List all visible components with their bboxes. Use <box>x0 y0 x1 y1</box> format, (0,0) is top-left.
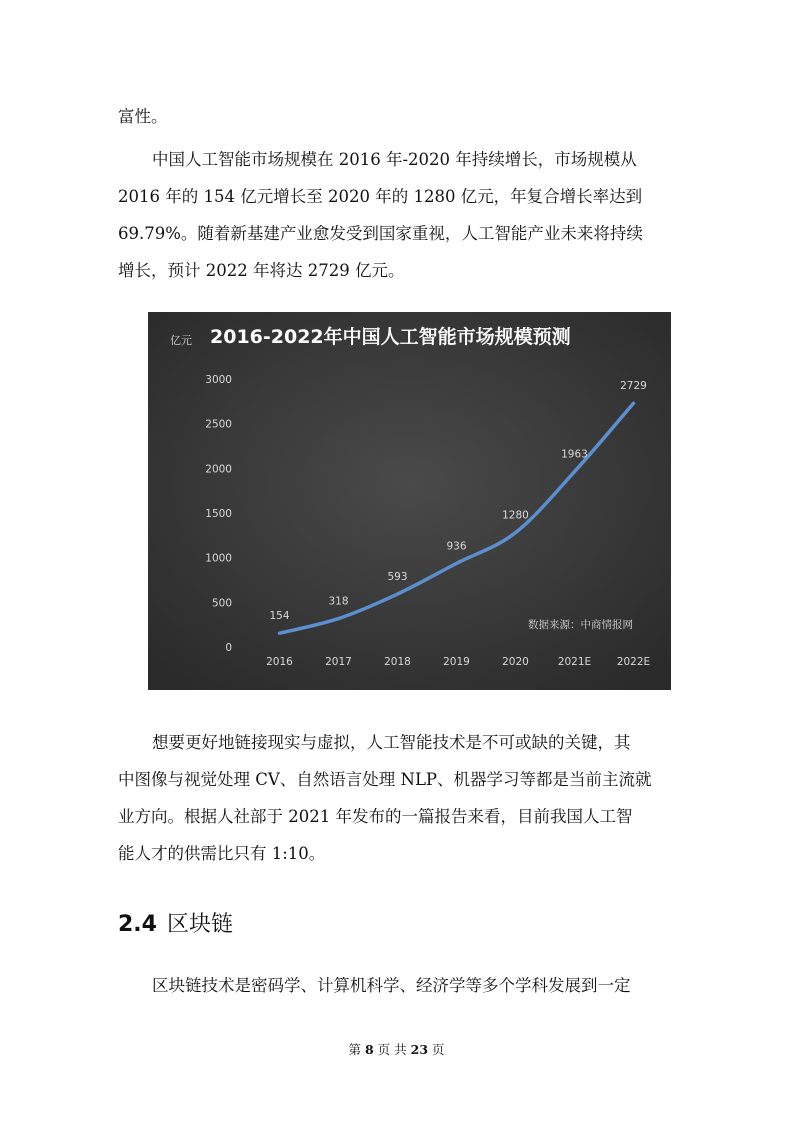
y-tick-label: 2000 <box>205 463 232 476</box>
y-tick-label: 3000 <box>205 374 232 386</box>
text-line: 2016 年的 154 亿元增长至 2020 年的 1280 亿元，年复合增长率达到 <box>118 187 643 206</box>
y-tick-label: 2500 <box>205 418 232 431</box>
y-tick-label: 0 <box>225 642 232 654</box>
y-tick-label: 1000 <box>205 552 232 565</box>
section-heading <box>118 907 233 938</box>
footer-suffix: 页 <box>432 1042 445 1057</box>
section-number: 2.4 <box>118 912 157 937</box>
y-tick-label: 1500 <box>205 508 232 520</box>
footer-middle: 页 共 <box>377 1042 407 1057</box>
data-label: 154 <box>269 610 290 623</box>
paragraph-continuation <box>118 98 678 135</box>
text-line: 业方向。根据人社部于 2021 年发布的一篇报告来看，目前我国人工智 <box>118 807 633 826</box>
page-footer <box>0 1040 793 1058</box>
text-line: 中国人工智能市场规模在 2016 年-2020 年持续增长，市场规模从 <box>152 150 637 169</box>
chart-title: 2016-2022年中国人工智能市场规模预测 <box>210 326 571 348</box>
x-tick-label: 2016 <box>266 656 293 668</box>
y-tick-label: 500 <box>211 597 232 610</box>
paragraph-blockchain <box>118 967 678 1004</box>
x-tick-label: 2018 <box>384 656 411 668</box>
text-line: 能人才的供需比只有 1:10。 <box>118 844 326 863</box>
x-tick-label: 2019 <box>443 656 470 668</box>
data-label: 1963 <box>561 448 588 461</box>
section-title: 区块链 <box>166 912 233 937</box>
text-line: 区块链技术是密码学、计算机科学、经济学等多个学科发展到一定 <box>152 976 631 995</box>
x-tick-label: 2020 <box>502 656 529 668</box>
data-label: 2729 <box>620 380 647 393</box>
x-tick-label: 2022E <box>616 656 651 668</box>
text-line: 增长，预计 2022 年将达 2729 亿元。 <box>118 261 405 280</box>
data-label: 1280 <box>502 509 529 522</box>
data-label: 936 <box>446 540 467 553</box>
data-label: 318 <box>328 595 349 608</box>
text-line: 中图像与视觉处理 CV、自然语言处理 NLP、机器学习等都是当前主流就 <box>118 770 652 789</box>
x-tick-label: 2017 <box>325 656 352 668</box>
chart-source-note: 数据来源：中商情报网 <box>528 619 633 631</box>
chart-background <box>148 312 671 690</box>
footer-total-pages: 23 <box>410 1042 429 1057</box>
paragraph-ai-tech <box>118 724 678 872</box>
text-line: 富性。 <box>118 107 168 126</box>
x-tick-label: 2021E <box>557 656 592 668</box>
market-size-chart <box>148 312 671 690</box>
text-line: 想要更好地链接现实与虚拟，人工智能技术是不可或缺的关键，其 <box>152 733 631 752</box>
text-line: 69.79%。随着新基建产业愈发受到国家重视，人工智能产业未来将持续 <box>118 224 643 243</box>
chart-y-axis-label: 亿元 <box>170 334 192 347</box>
chart-canvas <box>148 312 671 690</box>
data-label: 593 <box>387 571 408 584</box>
footer-prefix: 第 <box>348 1042 361 1057</box>
footer-page-number: 8 <box>364 1042 374 1057</box>
paragraph-market-size <box>118 141 678 289</box>
